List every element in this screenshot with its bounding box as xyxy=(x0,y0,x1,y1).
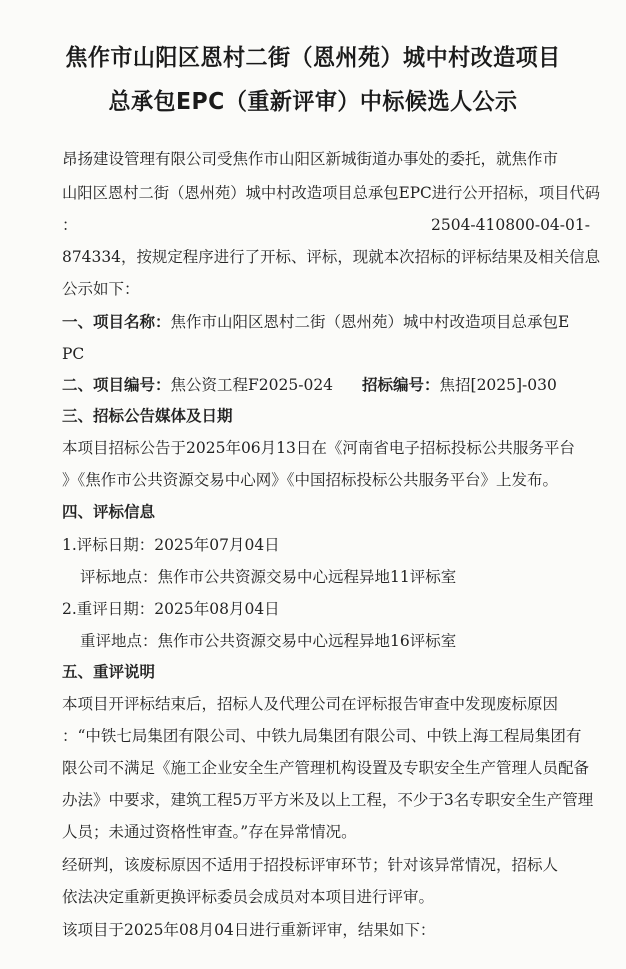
section-4-heading: 四、评标信息 xyxy=(62,503,156,521)
intro-line-4: 874334，按规定程序进行了开标、评标，现就本次招标的评标结果及相关信息 xyxy=(62,248,601,266)
project-name-label: 一、项目名称： xyxy=(62,313,171,331)
document-title-line-2: 总承包EPC（重新评审）中标候选人公示 xyxy=(108,89,518,115)
project-code-part-1: 2504-410800-04-01- xyxy=(430,216,590,234)
section-5-heading: 五、重评说明 xyxy=(62,663,156,681)
project-name-value: 焦作市山阳区恩村二街（恩州苑）城中村改造项目总承包E xyxy=(170,313,570,331)
section-5-p1-line-5: 人员；未通过资格性审查。”存在异常情况。 xyxy=(62,823,357,841)
bid-number-label: 招标编号： xyxy=(362,376,440,394)
section-5-p3-line-1: 该项目于2025年08月04日进行重新评审，结果如下： xyxy=(62,921,436,939)
re-evaluation-place: 重评地点：焦作市公共资源交易中心远程异地16评标室 xyxy=(80,632,457,650)
section-bid-number xyxy=(362,375,557,395)
intro-line-1: 昂扬建设管理有限公司受焦作市山阳区新城街道办事处的委托，就焦作市 xyxy=(62,150,559,168)
section-3-line-1: 本项目招标公告于2025年06月13日在《河南省电子招标投标公共服务平台 xyxy=(62,439,575,457)
intro-line-2: 山阳区恩村二街（恩州苑）城中村改造项目总承包EPC进行公开招标，项目代码 xyxy=(62,184,601,202)
section-5-p2-line-1: 经研判，该废标原因不适用于招投标评审环节；针对该异常情况，招标人 xyxy=(62,856,559,874)
intro-line-3-colon: ： xyxy=(62,216,78,234)
section-5-p1-line-4: 办法》中要求，建筑工程5万平方米及以上工程，不少于3名专职安全生产管理 xyxy=(62,791,594,809)
bid-number-value: 焦招[2025]-030 xyxy=(439,376,557,394)
section-5-p1-line-2: ：“中铁七局集团有限公司、中铁九局集团有限公司、中铁上海工程局集团有 xyxy=(62,727,582,745)
project-name-value-cont: PC xyxy=(62,345,85,363)
section-3-line-2: 》《焦作市公共资源交易中心网》《中国招标投标公共服务平台》上发布。 xyxy=(62,471,559,489)
section-5-p1-line-1: 本项目开评标结束后，招标人及代理公司在评标报告审查中发现废标原因 xyxy=(62,695,559,713)
intro-line-5: 公示如下： xyxy=(62,280,140,298)
section-5-p2-line-2: 依法决定重新更换评标委员会成员对本项目进行评审。 xyxy=(62,888,435,906)
section-project-name xyxy=(62,312,569,332)
evaluation-date: 1.评标日期：2025年07月04日 xyxy=(62,536,280,554)
section-project-number xyxy=(62,375,333,395)
re-evaluation-date: 2.重评日期：2025年08月04日 xyxy=(62,600,280,618)
project-number-value: 焦公资工程F2025-024 xyxy=(170,376,334,394)
document-title-line-1: 焦作市山阳区恩村二街（恩州苑）城中村改造项目 xyxy=(65,45,561,71)
project-number-label: 二、项目编号： xyxy=(62,376,171,394)
section-5-p1-line-3: 限公司不满足《施工企业安全生产管理机构设置及专职安全生产管理人员配备 xyxy=(62,759,590,777)
section-3-heading: 三、招标公告媒体及日期 xyxy=(62,407,233,425)
evaluation-place: 评标地点：焦作市公共资源交易中心远程异地11评标室 xyxy=(80,568,457,586)
